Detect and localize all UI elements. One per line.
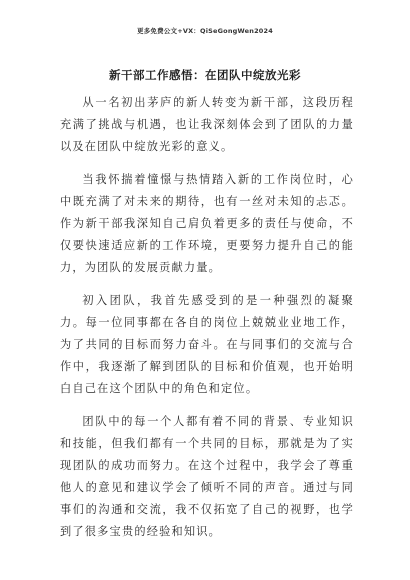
header-promo-note: 更多免费公文+VX：QiSeGongWen2024 [137,27,273,35]
paragraph-1: 从一名初出茅庐的新人转变为新干部，这段历程充满了挑战与机遇，也让我深刻体会到了团队的力量以及在团队中绽放光彩的意义。 [60,96,354,153]
paragraph-2: 当我怀揣着憧憬与热情踏入新的工作岗位时，心中既充满了对未来的期待，也有一丝对未知的忐忑。作为新干部我深知自己肩负着更多的责任与使命，不仅要快速适应新的工作环境，更要努力提升自己的能力，为团队的发展贡献力量。 [60,173,354,274]
paragraph-4: 团队中的每一个人都有着不同的背景、专业知识和技能，但我们都有一个共同的目标，那就是为了实现团队的成功而努力。在这个过程中，我学会了尊重他人的意见和建议学会了倾听不同的声音。通过与同事们的沟通和交流，我不仅拓宽了自己的视野，也学到了很多宝贵的经验和知识。 [60,415,354,538]
document-title: 新干部工作感悟：在团队中绽放光彩 [109,68,301,82]
document-body [60,92,354,554]
paragraph-3: 初入团队，我首先感受到的是一种强烈的凝聚力。每一位同事都在各自的岗位上兢兢业业地工作，为了共同的目标而努力奋斗。在与同事们的交流与合作中，我逐渐了解到团队的目标和价值观，也开始明白自己在这个团队中的角色和定位。 [60,294,354,395]
